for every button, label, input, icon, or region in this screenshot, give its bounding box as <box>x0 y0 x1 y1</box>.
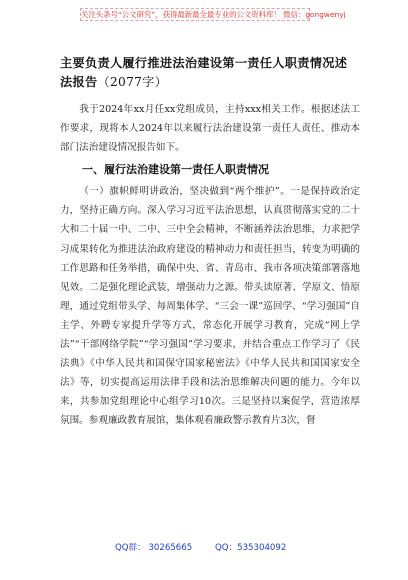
section-heading: 一、履行法治建设第一责任人职责情况 <box>82 163 269 177</box>
qq-group-text: QQ群： 30265665 <box>115 543 193 553</box>
intro-paragraph: 我于2024年xx月任xx党组成员，主持xxx相关工作。根据述法工作要求，现将本人2024年以来履行法治建设第一责任人责任、推动本部门法治建设情况报告如下。 <box>60 104 360 154</box>
title-word-count: （2077字） <box>97 75 168 89</box>
footer-contacts <box>0 541 408 557</box>
title-main: 主要负责人履行推进法治建设第一责任人职责情况述法报告 <box>60 56 348 89</box>
section-paragraph: （一）旗帜鲜明讲政治，坚决做到“两个维护”。一是保持政治定力，坚持正确方向。深入学习习近平法治思想，认真贯彻落实党的二十大和二十届一中、二中、三中全会精神，不断涵养法治思维，力求把学习成果转化为推进法治政府建设的精神动力和责任担当，转变为明确的工作思路和任务举措，确保中央、省、青岛市、我市各项决策部署落地见效。二是强化理论武装，增强动力之源。带头读原著、学原文、悟原理，通过党组带头学、每周集体学、“三会一课”巡回学、“学习强国”自主学、外聘专家提升学等方式，常态化开展学习教育，完成“网上学法”“干部网络学院”“学习强国”学习要求，并结合重点工作学习了《民法典》《中华人民共和国保守国家秘密法》《中华人民共和国国家安全法》等，切实提高运用法律手段和法治思维解决问题的能力。今年以来，共参加党组理论中心组学习10次。三是坚持以案促学，营造浓厚氛围。参观廉政教育展馆，集体观看廉政警示教育片3次，督 <box>60 186 360 427</box>
document-body <box>60 100 360 431</box>
qq-number-text: QQ：535304092 <box>215 543 287 553</box>
promo-banner: 关注头条号“公文研究”，获得最新最全最专业的公文资料库！ 微信：gongwenyj <box>81 10 346 19</box>
document-title <box>60 54 356 92</box>
